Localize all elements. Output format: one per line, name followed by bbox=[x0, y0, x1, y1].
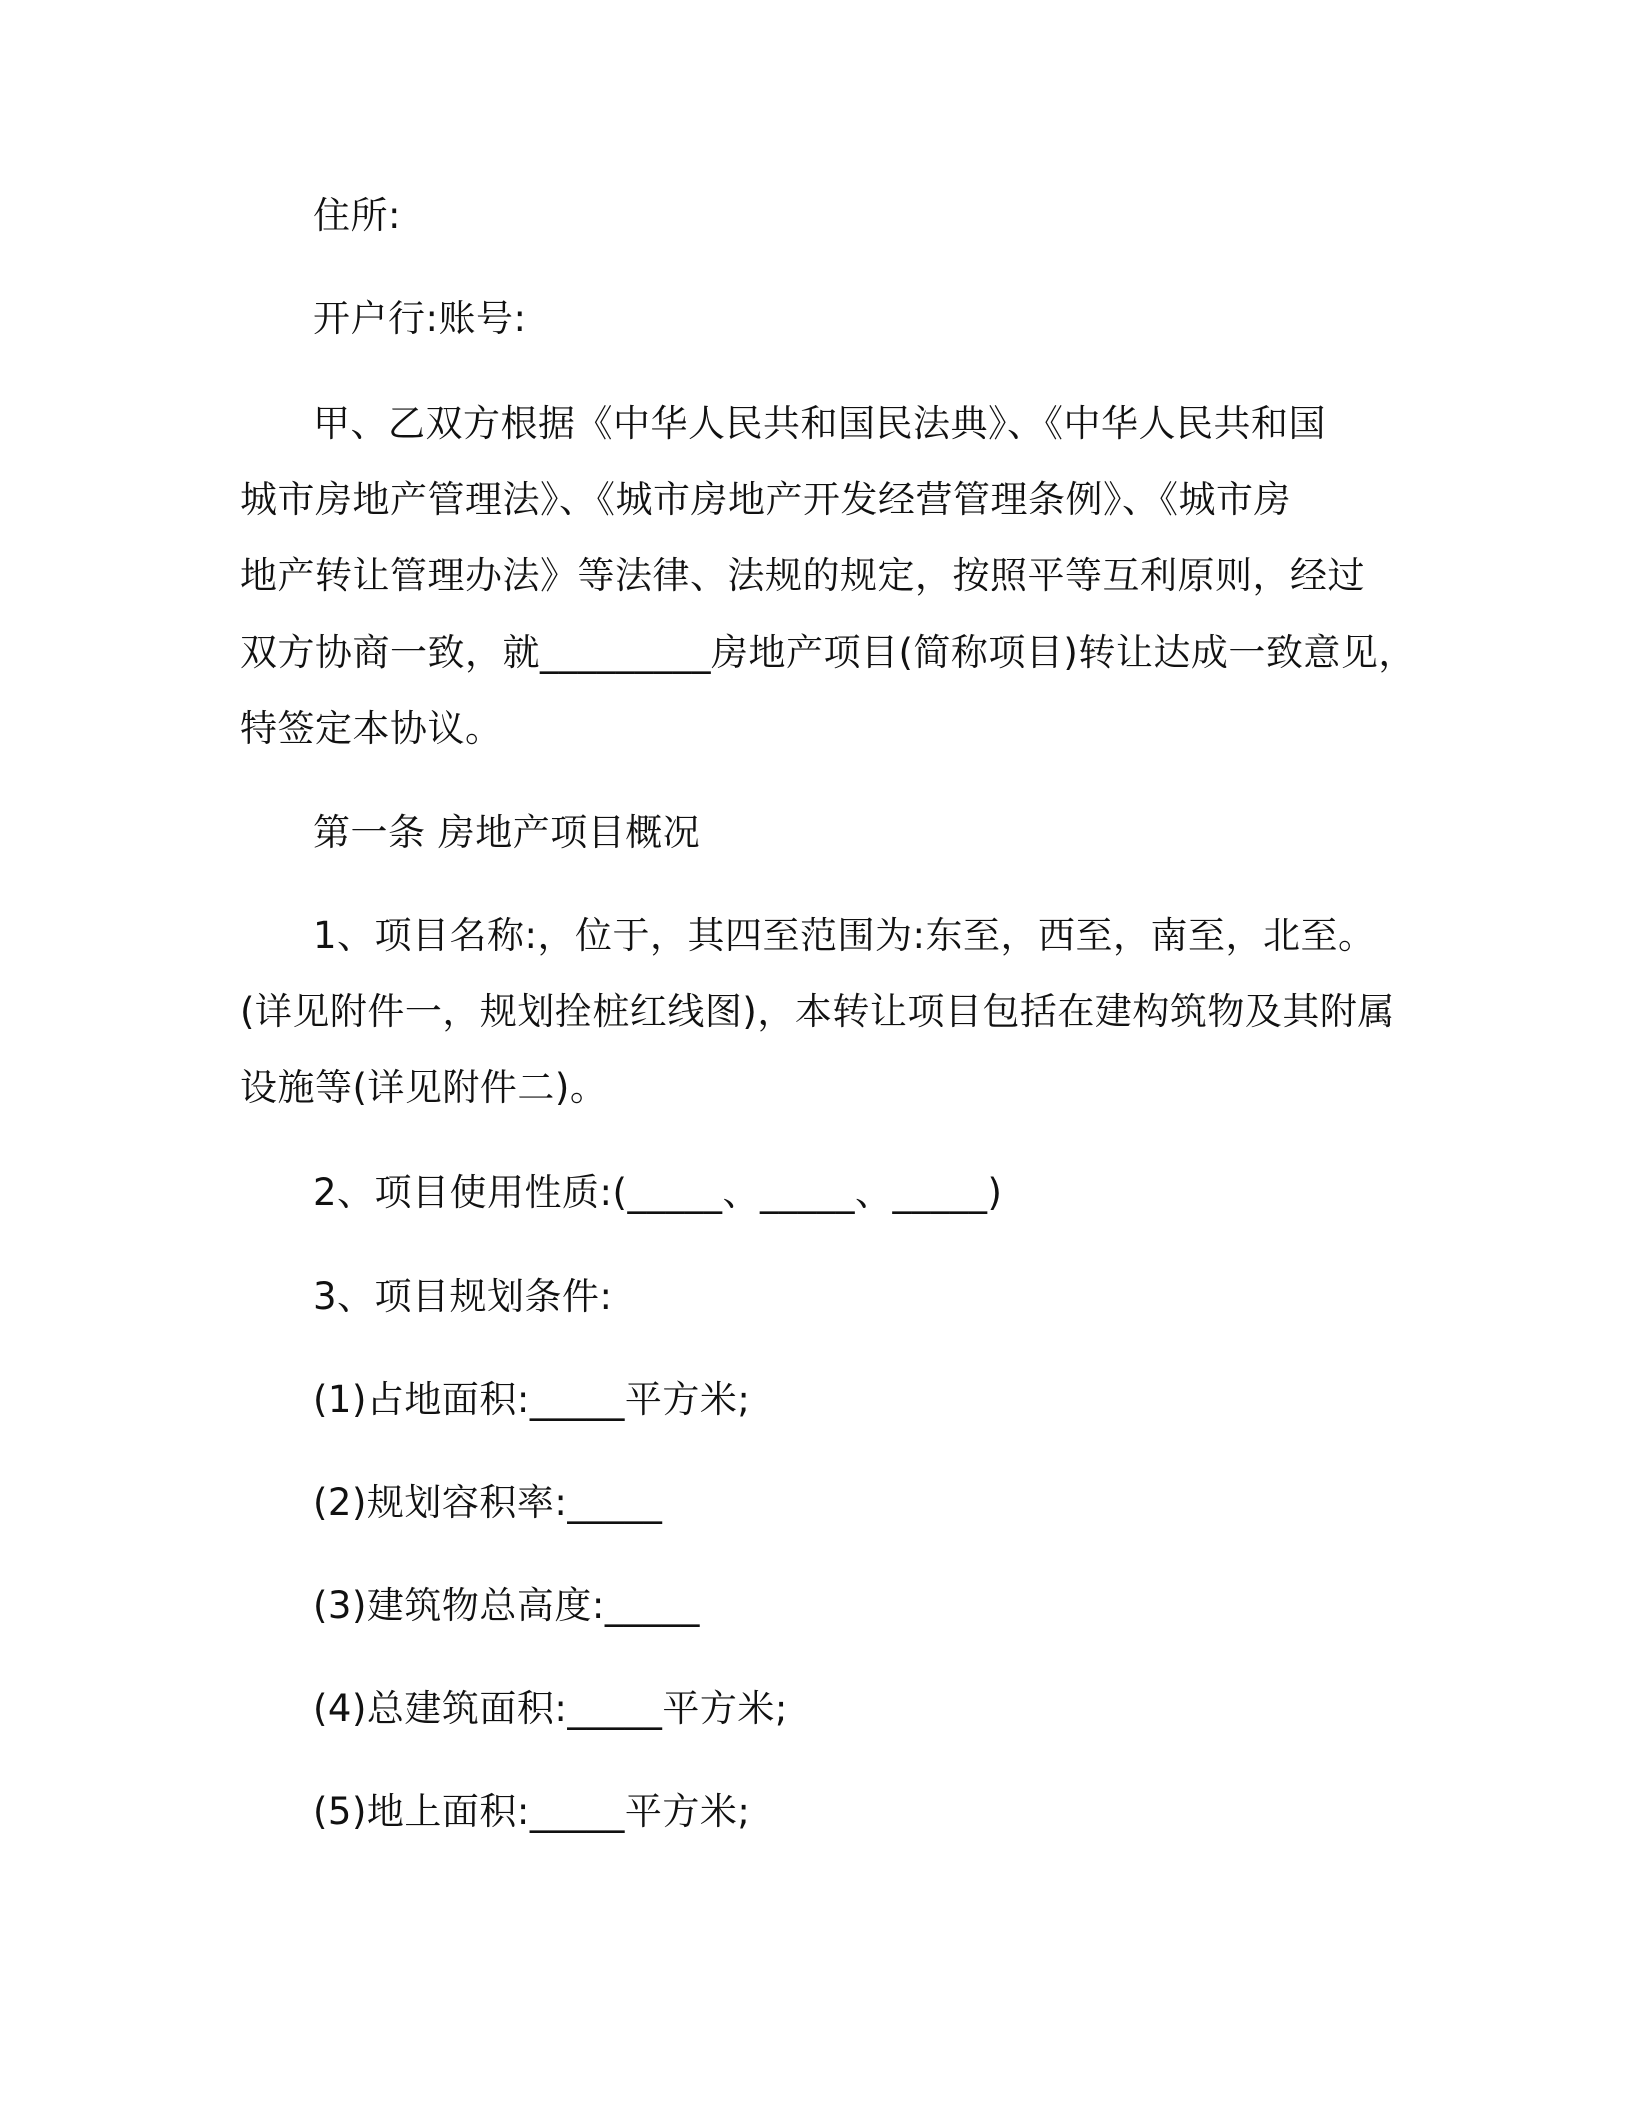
planning-total-floor-area: (4)总建筑面积:_____平方米; bbox=[313, 1687, 788, 1730]
preamble-line-1: 甲、乙双方根据《中华人民共和国民法典》、《中华人民共和国 bbox=[313, 402, 1326, 445]
preamble-line-3: 地产转让管理办法》等法律、法规的规定，按照平等互利原则，经过 bbox=[240, 554, 1365, 597]
planning-above-ground-area: (5)地上面积:_____平方米; bbox=[313, 1790, 751, 1833]
item-1-line-1: 1、项目名称:，位于，其四至范围为:东至，西至，南至，北至。 bbox=[313, 914, 1376, 957]
item-3-planning: 3、项目规划条件: bbox=[313, 1275, 613, 1318]
item-1-line-3: 设施等(详见附件二)。 bbox=[240, 1066, 608, 1109]
item-2-usage: 2、项目使用性质:(_____、_____、_____) bbox=[313, 1171, 1003, 1214]
preamble-line-4: 双方协商一致，就_________房地产项目(简称项目)转让达成一致意见， bbox=[240, 631, 1416, 674]
preamble-line-2: 城市房地产管理法》、《城市房地产开发经营管理条例》、《城市房 bbox=[240, 478, 1291, 521]
item-1-line-2: (详见附件一，规划拴桩红线图)，本转让项目包括在建构筑物及其附属 bbox=[240, 990, 1395, 1033]
article-1-heading: 第一条 房地产项目概况 bbox=[313, 811, 701, 854]
preamble-line-5: 特签定本协议。 bbox=[240, 707, 503, 750]
bank-account-label: 开户行:账号: bbox=[313, 297, 527, 340]
address-label: 住所: bbox=[313, 194, 401, 237]
planning-land-area: (1)占地面积:_____平方米; bbox=[313, 1378, 751, 1421]
planning-plot-ratio: (2)规划容积率:_____ bbox=[313, 1481, 663, 1524]
planning-building-height: (3)建筑物总高度:_____ bbox=[313, 1584, 700, 1627]
